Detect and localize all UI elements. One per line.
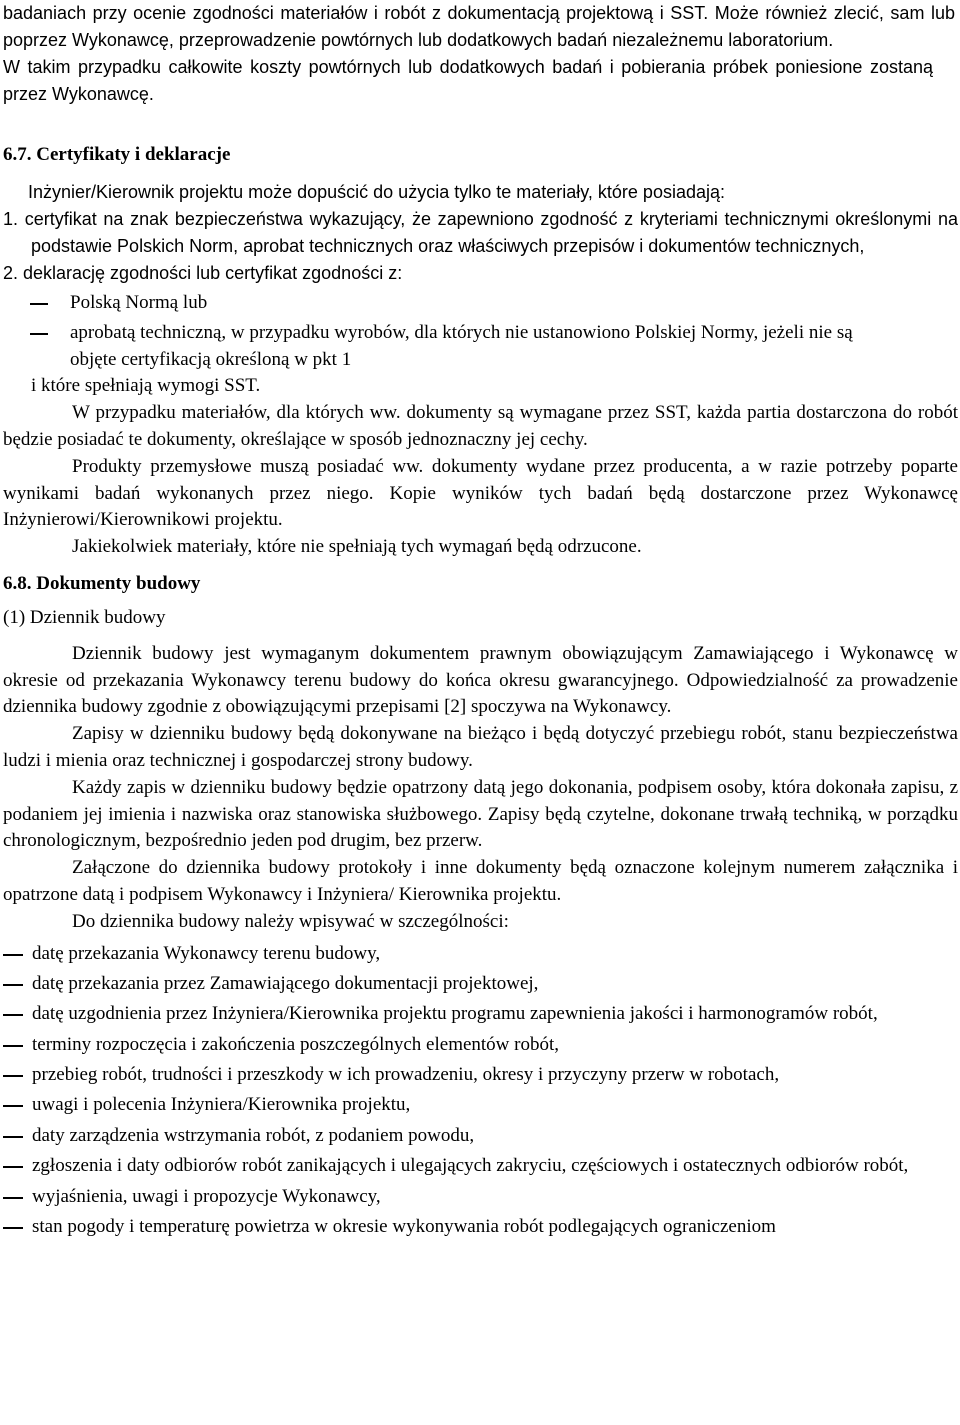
list-item [3, 1062, 958, 1089]
list-item [3, 1153, 958, 1180]
dash-bullet-icon [3, 1166, 23, 1168]
section-6-8 [3, 570, 958, 1241]
section-6-8-paragraph-3: Każdy zapis w dzienniku budowy będzie opatrzony datą jego dokonania, podpisem osoby, która dokonała zapisu, z podaniem jej imienia i nazwiska oraz stanowiska służbowego. Zapisy będą czytelne, dokonane trwałą techniką, w porządku chronologicznym, bezpośrednio jeden pod drugim, bez przerw. [3, 776, 958, 852]
list-item-text: uwagi i polecenia Inżyniera/Kierownika projektu, [32, 1094, 411, 1116]
list-item [3, 941, 958, 968]
list-item [3, 1123, 958, 1150]
list-item [3, 971, 958, 998]
dash-bullet-icon [3, 1045, 23, 1047]
list-item-text: zgłoszenia i daty odbiorów robót zanikających i ulegających zakryciu, częściowych i ostatecznych odbiorów robót, [32, 1155, 909, 1177]
list-item [3, 1184, 958, 1211]
list-item [3, 1032, 958, 1059]
section-6-7-tail: i które spełniają wymogi SST. [31, 375, 261, 397]
list-item [3, 1001, 958, 1028]
section-6-7-item-1: 1. certyfikat na znak bezpieczeństwa wykazujący, że zapewniono zgodność z kryteriami technicznymi określonymi na podstawie Polskich Norm, aprobat technicznych oraz właściwych przepisów i dokumentów technicznych, [3, 209, 958, 256]
dash-bullet-icon [30, 333, 48, 335]
intro-paragraph-1: badaniach przy ocenie zgodności materiałów i robót z dokumentacją projektową i SST. Może również zlecić, sam lub poprzez Wykonawcę, przeprowadzenie powtórnych lub dodatkowych badań niezależnemu laboratorium. [3, 3, 955, 50]
section-6-7-paragraph-3: Jakiekolwiek materiały, które nie spełniają tych wymagań będą odrzucone. [72, 536, 642, 558]
dash-bullet-icon [3, 954, 23, 956]
list-item-text: stan pogody i temperaturę powietrza w okresie wykonywania robót podlegających ograniczeniom [32, 1216, 776, 1238]
list-item-text: daty zarządzenia wstrzymania robót, z podaniem powodu, [32, 1124, 475, 1146]
section-6-7-sublist-item [3, 290, 958, 317]
section-6-8-heading: 6.8. Dokumenty budowy [3, 572, 201, 594]
dash-bullet-icon [3, 1197, 23, 1199]
section-6-8-paragraph-2: Zapisy w dzienniku budowy będą dokonywane na bieżąco i będą dotyczyć przebiegu robót, stanu bezpieczeństwa ludzi i mienia oraz technicznej i gospodarczej strony budowy. [3, 723, 958, 771]
section-6-8-subheading: (1) Dziennik budowy [3, 606, 166, 628]
section-6-7-serif-block [3, 290, 958, 561]
sublist-item-text: aprobatą techniczną, w przypadku wyrobów, dla których nie ustanowiono Polskiej Normy, jeżeli nie są objęte certyfikacją określoną w pkt 1 [70, 321, 853, 370]
list-item-text: wyjaśnienia, uwagi i propozycje Wykonawcy, [32, 1185, 381, 1207]
dash-bullet-icon [3, 1136, 23, 1138]
dziennik-entry-list [3, 941, 958, 1241]
dash-bullet-icon [3, 1014, 23, 1016]
dash-bullet-icon [30, 303, 48, 305]
section-6-7-paragraph-2: Produkty przemysłowe muszą posiadać ww. dokumenty wydane przez producenta, a w razie potrzeby poparte wynikami badań wykonanych przez niego. Kopie wyników tych badań będą dostarczone przez Wykonawcę Inżynierowi/Kierownikowi projektu. [3, 455, 958, 531]
intro-paragraph-2: W takim przypadku całkowite koszty powtórnych lub dodatkowych badań i pobierania próbek poniesione zostaną przez Wykonawcę. [3, 57, 933, 104]
list-item-text: przebieg robót, trudności i przeszkody w ich prowadzeniu, okresy i przyczyny przerw w robotach, [32, 1064, 780, 1086]
document-page [3, 0, 958, 1244]
section-6-7 [3, 141, 958, 561]
section-6-7-heading: 6.7. Certyfikaty i deklaracje [3, 144, 231, 165]
section-6-7-paragraph-1: W przypadku materiałów, dla których ww. dokumenty są wymagane przez SST, każda partia dostarczona do robót będzie posiadać te dokumenty, określające w sposób jednoznaczny jej cechy. [3, 402, 958, 450]
dash-bullet-icon [3, 1105, 23, 1107]
list-item [3, 1092, 958, 1119]
section-6-7-sublist-item [3, 320, 958, 374]
list-item-text: datę uzgodnienia przez Inżyniera/Kierownika projektu programu zapewnienia jakości i harmonogramów robót, [32, 1003, 878, 1025]
intro-block [3, 0, 955, 108]
list-item [3, 1214, 958, 1241]
dash-bullet-icon [3, 1075, 23, 1077]
list-item-text: datę przekazania przez Zamawiającego dokumentacji projektowej, [32, 972, 539, 994]
sublist-item-text: Polską Normą lub [70, 292, 208, 313]
section-6-8-paragraph-5: Do dziennika budowy należy wpisywać w szczególności: [72, 910, 509, 932]
section-6-8-paragraph-1: Dziennik budowy jest wymaganym dokumentem prawnym obowiązującym Zamawiającego i Wykonawcę w okresie od przekazania Wykonawcy terenu budowy do końca okresu gwarancyjnego. Odpowiedzialność za prowadzenie dziennika budowy zgodnie z obowiązującymi przepisami [2] spoczywa na Wykonawcy. [3, 642, 958, 718]
list-item-text: terminy rozpoczęcia i zakończenia poszczególnych elementów robót, [32, 1033, 560, 1055]
section-6-8-body [3, 605, 958, 1241]
dash-bullet-icon [3, 1227, 23, 1229]
section-6-7-sans-block [3, 179, 958, 287]
section-6-7-lead: Inżynier/Kierownik projektu może dopuścić do użycia tylko te materiały, które posiadają: [28, 182, 725, 202]
section-6-7-item-2: 2. deklarację zgodności lub certyfikat zgodności z: [3, 263, 403, 283]
dash-bullet-icon [3, 984, 23, 986]
section-6-8-paragraph-4: Załączone do dziennika budowy protokoły i inne dokumenty będą oznaczone kolejnym numerem załącznika i opatrzone datą i podpisem Wykonawcy i Inżyniera/ Kierownika projektu. [3, 857, 958, 905]
list-item-text: datę przekazania Wykonawcy terenu budowy, [32, 942, 381, 964]
